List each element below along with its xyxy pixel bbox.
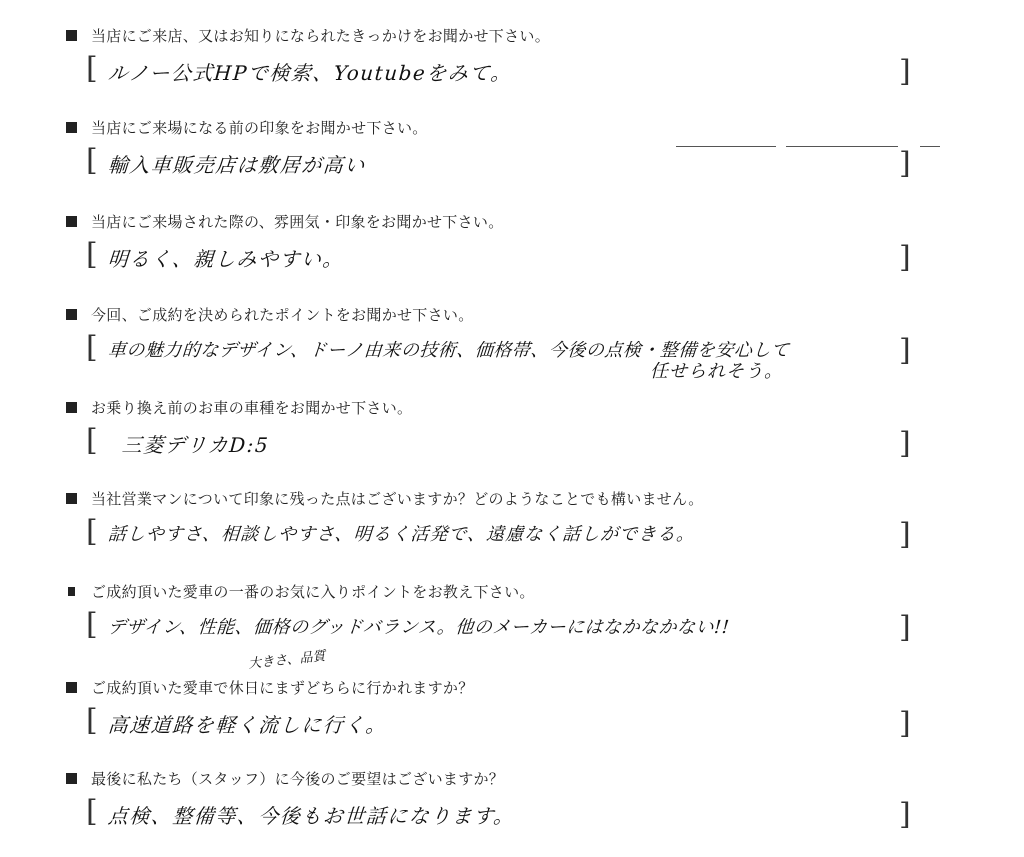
scan-artifact-line [920, 146, 940, 147]
open-bracket: [ [86, 794, 98, 829]
handwritten-answer: 車の魅力的なデザイン、ドーノ由来の技術、価格帯、今後の点検・整備を安心して [107, 340, 791, 361]
bullet-square-icon [66, 773, 77, 784]
survey-question-5 [66, 396, 966, 486]
handwritten-answer: 明るく、親しみやすい。 [107, 247, 345, 271]
handwritten-answer: 点検、整備等、今後もお世話になります。 [107, 804, 516, 828]
open-bracket: [ [86, 703, 98, 738]
open-bracket: [ [86, 514, 98, 549]
bullet-square-icon [68, 587, 75, 596]
survey-question-3 [66, 210, 966, 300]
bullet-square-icon [66, 309, 77, 320]
survey-question-9 [66, 767, 966, 857]
survey-question-2 [66, 116, 966, 206]
close-bracket: ] [899, 426, 911, 461]
handwritten-answer: 高速道路を軽く流しに行く。 [107, 713, 388, 737]
open-bracket: [ [86, 143, 98, 178]
bullet-square-icon [66, 122, 77, 133]
question-text: 当店にご来店、又はお知りになられたきっかけをお聞かせ下さい。 [91, 26, 551, 45]
survey-question-4 [66, 303, 966, 393]
question-text: お乗り換え前のお車の車種をお聞かせ下さい。 [91, 398, 413, 417]
scan-artifact-line [786, 146, 898, 147]
close-bracket: ] [899, 797, 911, 832]
bullet-square-icon [66, 493, 77, 504]
handwritten-answer: 輸入車販売店は敷居が高い [107, 153, 367, 177]
handwritten-answer: ルノー公式HPで検索、Youtubeをみて。 [107, 61, 513, 85]
bullet-square-icon [66, 402, 77, 413]
close-bracket: ] [899, 240, 911, 275]
close-bracket: ] [899, 146, 911, 181]
bullet-square-icon [66, 682, 77, 693]
question-text: 当社営業マンについて印象に残った点はございますか？どのようなことでも構いません。 [91, 489, 704, 508]
survey-question-1 [66, 24, 966, 114]
close-bracket: ] [899, 610, 911, 645]
open-bracket: [ [86, 237, 98, 272]
handwritten-answer: 話しやすさ、相談しやすさ、明るく活発で、遠慮なく話しができる。 [107, 524, 696, 545]
close-bracket: ] [899, 54, 911, 89]
scan-artifact-line [676, 146, 776, 147]
close-bracket: ] [899, 517, 911, 552]
handwritten-answer-continued: 任せられそう。 [650, 361, 783, 382]
bullet-square-icon [66, 216, 77, 227]
survey-question-8 [66, 676, 966, 766]
close-bracket: ] [899, 333, 911, 368]
survey-question-6 [66, 487, 966, 577]
handwritten-answer: デザイン、性能、価格のグッドバランス。他のメーカーにはなかなかない!! [107, 617, 731, 638]
open-bracket: [ [86, 607, 98, 642]
question-text: ご成約頂いた愛車で休日にまずどちらに行かれますか？ [91, 678, 474, 697]
question-text: 今回、ご成約を決められたポイントをお聞かせ下さい。 [91, 305, 474, 324]
handwritten-answer: 三菱デリカD:5 [121, 433, 271, 457]
open-bracket: [ [86, 51, 98, 86]
survey-question-7 [66, 580, 966, 670]
handwritten-insert-note: 大きさ、品質 [247, 648, 327, 672]
question-text: 当店にご来場になる前の印象をお聞かせ下さい。 [91, 118, 428, 137]
question-text: 当店にご来場された際の、雰囲気・印象をお聞かせ下さい。 [91, 212, 504, 231]
question-text: 最後に私たち（スタッフ）に今後のご要望はございますか？ [91, 769, 505, 788]
bullet-square-icon [66, 30, 77, 41]
close-bracket: ] [899, 706, 911, 741]
question-text: ご成約頂いた愛車の一番のお気に入りポイントをお教え下さい。 [91, 582, 535, 601]
open-bracket: [ [86, 423, 98, 458]
open-bracket: [ [86, 330, 98, 365]
